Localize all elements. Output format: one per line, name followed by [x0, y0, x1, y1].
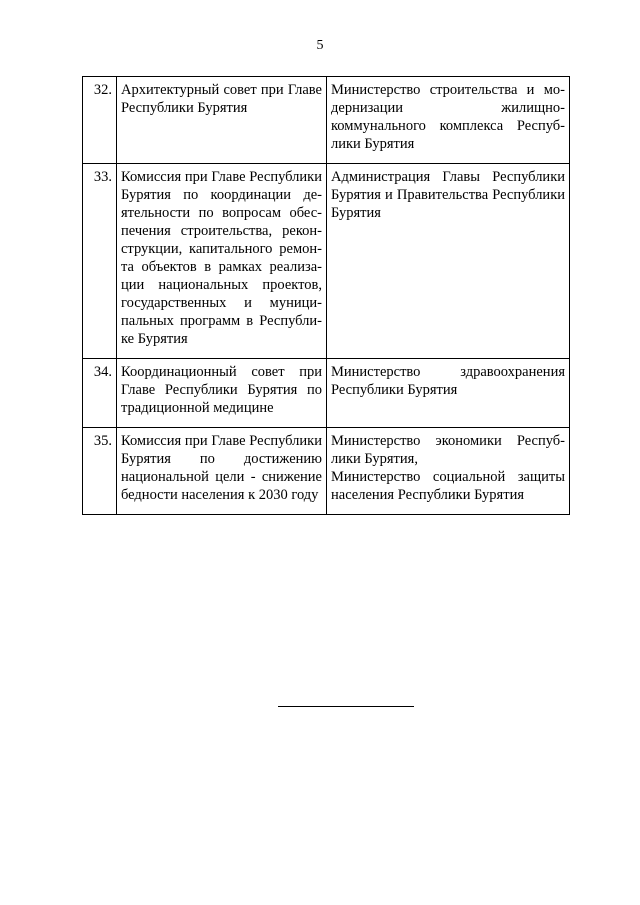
- responsible-organization: [327, 77, 570, 164]
- organization-line: Министерство экономики Республики Бурятия,: [331, 433, 565, 467]
- responsible-organization: [327, 428, 570, 515]
- row-number: 32.: [83, 77, 117, 164]
- body-name: Комиссия при Главе Республики Бурятия по координации деятельности по вопросам обеспечения строительства, реконструкции, капитального ремонта объектов в рамках реализации национальных проектов, государственных и муниципальных программ в Республике Бурятия: [117, 164, 327, 359]
- body-name: Комиссия при Главе Республики Бурятия по достижению национальной цели - снижение бедности населения к 2030 году: [117, 428, 327, 515]
- row-number: 35.: [83, 428, 117, 515]
- page-number: 5: [316, 38, 324, 53]
- organization-line: Министерство социальной защиты населения Республики Бурятия: [331, 469, 565, 503]
- body-name: Координационный совет при Главе Республики Бурятия по традиционной медицине: [117, 359, 327, 428]
- responsible-organization: [327, 164, 570, 359]
- body-name: Архитектурный совет при Главе Республики Бурятия: [117, 77, 327, 164]
- table-row: [83, 164, 570, 359]
- end-of-document-rule: [278, 706, 414, 707]
- row-number: 33.: [83, 164, 117, 359]
- table-row: [83, 428, 570, 515]
- organization-line: Администрация Главы Республики Бурятия и Правительства Республики Бурятия: [331, 169, 565, 221]
- table-row: [83, 77, 570, 164]
- councils-table: [82, 76, 570, 515]
- table-row: [83, 359, 570, 428]
- row-number: 34.: [83, 359, 117, 428]
- responsible-organization: [327, 359, 570, 428]
- organization-line: Министерство здравоохранения Республики Бурятия: [331, 364, 565, 398]
- organization-line: Министерство строительства и модернизации жилищно-коммунального комплекса Республики Бурятия: [331, 82, 565, 152]
